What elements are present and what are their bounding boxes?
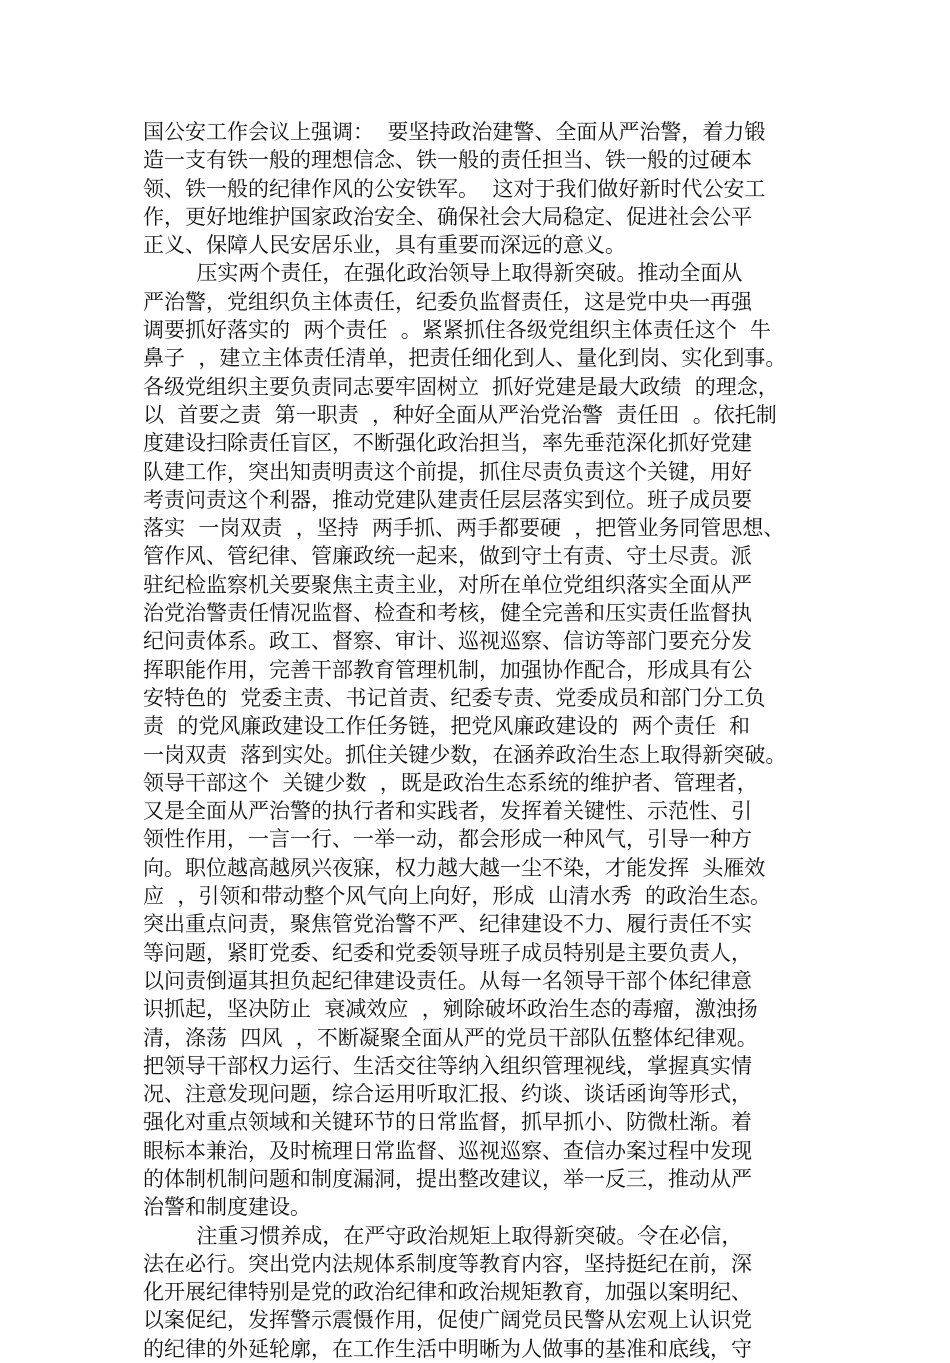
text-line: 法在必行。突出党内法规体系制度等教育内容，坚持挺纪在前，深 (143, 1251, 752, 1276)
text-line: 正义、保障人民安居乐业，具有重要而深远的意义。 (143, 233, 626, 258)
text-line: 以 首要之责 第一职责 ，种好全面从严治党治警 责任田 。依托制 (143, 402, 777, 427)
text-line: 挥职能作用，完善干部教育管理机制，加强协作配合，形成具有公 (143, 657, 752, 682)
text-line: 度建设扫除责任盲区，不断强化政治担当，率先垂范深化抓好党建 (143, 431, 752, 456)
text-line: 注重习惯养成，在严守政治规矩上取得新突破。令在必信， (143, 1223, 743, 1248)
text-line: 作，更好地维护国家政治安全、确保社会大局稳定、促进社会公平 (143, 204, 752, 229)
text-line: 以问责倒逼其担负起纪律建设责任。从每一名领导干部个体纪律意 (143, 968, 752, 993)
text-line: 队建工作，突出知责明责这个前提，抓住尽责负责这个关键，用好 (143, 459, 752, 484)
text-line: 责 的党风廉政建设工作任务链，把党风廉政建设的 两个责任 和 (143, 714, 751, 739)
text-line: 纪问责体系。政工、督察、审计、巡视巡察、信访等部门要充分发 (143, 629, 752, 654)
text-line: 压实两个责任，在强化政治领导上取得新突破。推动全面从 (143, 261, 743, 286)
body-text (143, 118, 823, 1363)
text-line: 领、铁一般的纪律作风的公安铁军。 这对于我们做好新时代公安工 (143, 176, 766, 201)
text-line: 的体制机制问题和制度漏洞，提出整改建议，举一反三，推动从严 (143, 1166, 752, 1191)
text-line: 强化对重点领域和关键环节的日常监督，抓早抓小、防微杜渐。着 (143, 1110, 752, 1135)
text-line: 突出重点问责，聚焦管党治警不严、纪律建设不力、履行责任不实 (143, 912, 752, 937)
text-line: 鼻子 ，建立主体责任清单，把责任细化到人、量化到岗、实化到事。 (143, 346, 787, 371)
text-line: 又是全面从严治警的执行者和实践者，发挥着关键性、示范性、引 (143, 799, 752, 824)
text-line: 造一支有铁一般的理想信念、铁一般的责任担当、铁一般的过硬本 (143, 148, 752, 173)
text-line: 落实 一岗双责 ，坚持 两手抓、两手都要硬 ，把管业务同管思想、 (143, 516, 785, 541)
text-line: 国公安工作会议上强调： 要坚持政治建警、全面从严治警，着力锻 (143, 120, 766, 144)
text-line: 安特色的 党委主责、书记首责、纪委专责、党委成员和部门分工负 (143, 685, 766, 710)
text-line: 考责问责这个利器，推动党建队建责任层层落实到位。班子成员要 (143, 487, 752, 512)
text-line: 化开展纪律特别是党的政治纪律和政治规矩教育，加强以案明纪、 (143, 1280, 752, 1305)
text-line: 领性作用，一言一行、一举一动，都会形成一种风气，引导一种方 (143, 827, 752, 852)
text-line: 各级党组织主要负责同志要牢固树立 抓好党建是最大政绩 的理念， (143, 374, 779, 399)
text-line: 管作风、管纪律、管廉政统一起来，做到守土有责、守土尽责。派 (143, 544, 752, 569)
text-line: 等问题，紧盯党委、纪委和党委领导班子成员特别是主要负责人， (143, 940, 752, 965)
text-line: 清，涤荡 四风 ，不断凝聚全面从严的党员干部队伍整体纪律观。 (143, 1025, 758, 1050)
text-line: 况、注意发现问题，综合运用听取汇报、约谈、谈话函询等形式， (143, 1082, 752, 1107)
text-line: 一岗双责 落到实处。抓住关键少数，在涵养政治生态上取得新突破。 (143, 742, 787, 767)
text-line: 驻纪检监察机关要聚焦主责主业，对所在单位党组织落实全面从严 (143, 572, 752, 597)
text-line: 以案促纪，发挥警示震慑作用，促使广阔党员民警从宏观上认识党 (143, 1308, 752, 1333)
text-line: 识抓起，坚决防止 衰减效应 ，剜除破坏政治生态的毒瘤，激浊扬 (143, 997, 758, 1022)
text-line: 应 ，引领和带动整个风气向上向好，形成 山清水秀 的政治生态。 (143, 884, 772, 909)
text-line: 调要抓好落实的 两个责任 。紧紧抓住各级党组织主体责任这个 牛 (143, 318, 772, 343)
text-line: 治党治警责任情况监督、检查和考核，健全完善和压实责任监督执 (143, 601, 752, 626)
text-line: 领导干部这个 关键少数 ，既是政治生态系统的维护者、管理者， (143, 770, 758, 795)
text-line: 向。职位越高越夙兴夜寐，权力越大越一尘不染，才能发挥 头雁效 (143, 855, 766, 880)
text-line: 治警和制度建设。 (143, 1195, 311, 1220)
text-line: 严治警，党组织负主体责任，纪委负监督责任，这是党中央一再强 (143, 289, 752, 314)
text-line: 的纪律的外延轮廓，在工作生活中明晰为人做事的基准和底线，守 (143, 1336, 752, 1361)
text-line: 把领导干部权力运行、生活交往等纳入组织管理视线，掌握真实情 (143, 1053, 752, 1078)
text-line: 眼标本兼治，及时梳理日常监督、巡视巡察、查信办案过程中发现 (143, 1138, 752, 1163)
